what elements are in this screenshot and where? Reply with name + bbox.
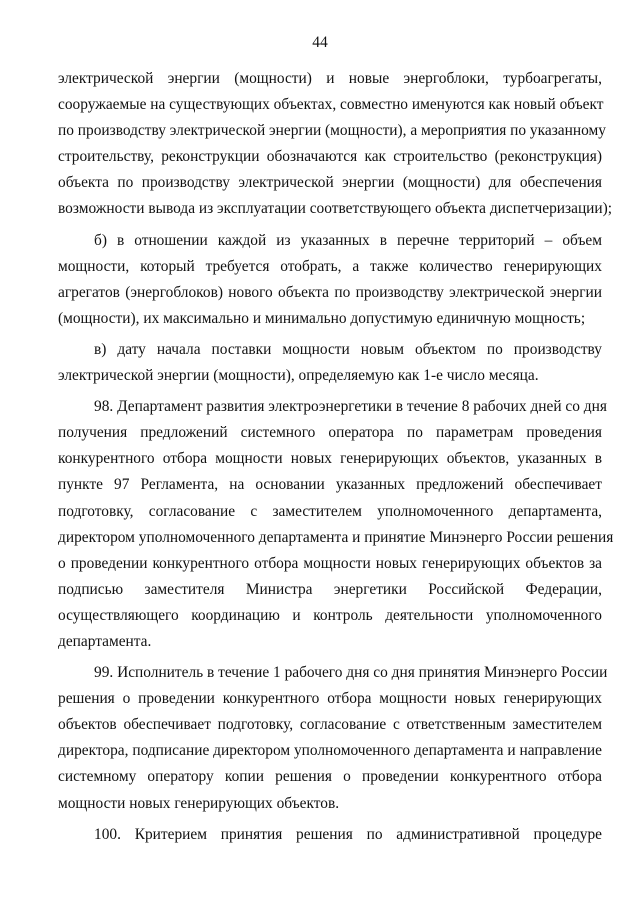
text-line: по производству электрической энергии (мощности), а мероприятия по указанному bbox=[58, 122, 606, 140]
text-line: строительству, реконструкции обозначаются как строительство (реконструкция) bbox=[58, 148, 602, 166]
text-line: электрической энергии (мощности), определяемую как 1-е число месяца. bbox=[58, 367, 539, 385]
text-line: в) дату начала поставки мощности новым объектом по производству bbox=[94, 340, 602, 358]
text-line: о проведении конкурентного отбора мощности новых генерирующих объектов за bbox=[58, 554, 602, 572]
text-line: 100. Критерием принятия решения по административной процедуре bbox=[94, 825, 602, 843]
paragraph bbox=[58, 822, 602, 848]
text-line: объекта по производству электрической энергии (мощности) для обеспечения bbox=[58, 174, 602, 192]
text-line: директором уполномоченного департамента и принятие Минэнерго России решения bbox=[58, 528, 614, 546]
text-line: (мощности), их максимально и минимально допустимую единичную мощность; bbox=[58, 309, 586, 327]
text-line: директора, подписание директором уполномоченного департамента и направление bbox=[58, 742, 602, 760]
text-line: 99. Исполнитель в течение 1 рабочего дня со дня принятия Минэнерго России bbox=[94, 664, 608, 682]
text-line: конкурентного отбора мощности новых генерирующих объектов, указанных в bbox=[58, 450, 602, 468]
text-line: системному оператору копии решения о проведении конкурентного отбора bbox=[58, 768, 602, 786]
text-line: подготовку, согласование с заместителем уполномоченного департамента, bbox=[58, 502, 602, 520]
paragraph bbox=[58, 660, 608, 817]
text-line: решения о проведении конкурентного отбора мощности новых генерирующих bbox=[58, 690, 602, 708]
text-line: б) в отношении каждой из указанных в перечне территорий – объем bbox=[94, 231, 602, 249]
text-line: объектов обеспечивает подготовку, согласование с ответственным заместителем bbox=[58, 716, 602, 734]
page-number: 44 bbox=[312, 34, 328, 51]
text-line: возможности вывода из эксплуатации соответствующего объекта диспетчеризации); bbox=[58, 200, 613, 218]
paragraph bbox=[58, 394, 614, 655]
text-line: мощности новых генерирующих объектов. bbox=[58, 794, 340, 812]
text-line: осуществляющего координацию и контроль деятельности уполномоченного bbox=[58, 606, 602, 624]
text-line: мощности, который требуется отобрать, а также количество генерирующих bbox=[58, 257, 602, 275]
text-line: сооружаемые на существующих объектах, совместно именуются как новый объект bbox=[58, 96, 604, 114]
text-line: получения предложений системного оператора по параметрам проведения bbox=[58, 424, 602, 442]
text-line: подписью заместителя Министра энергетики Российской Федерации, bbox=[58, 580, 602, 598]
paragraph bbox=[58, 228, 602, 332]
text-line: агрегатов (энергоблоков) нового объекта по производству электрической энергии bbox=[58, 283, 602, 301]
text-line: пункте 97 Регламента, на основании указанных предложений обеспечивает bbox=[58, 476, 602, 494]
paragraph bbox=[58, 66, 613, 223]
text-line: 98. Департамент развития электроэнергетики в течение 8 рабочих дней со дня bbox=[94, 398, 607, 416]
document-body bbox=[58, 66, 614, 848]
paragraph bbox=[58, 337, 602, 389]
text-line: электрической энергии (мощности) и новые энергоблоки, турбоагрегаты, bbox=[58, 70, 602, 87]
text-line: департамента. bbox=[58, 632, 152, 650]
